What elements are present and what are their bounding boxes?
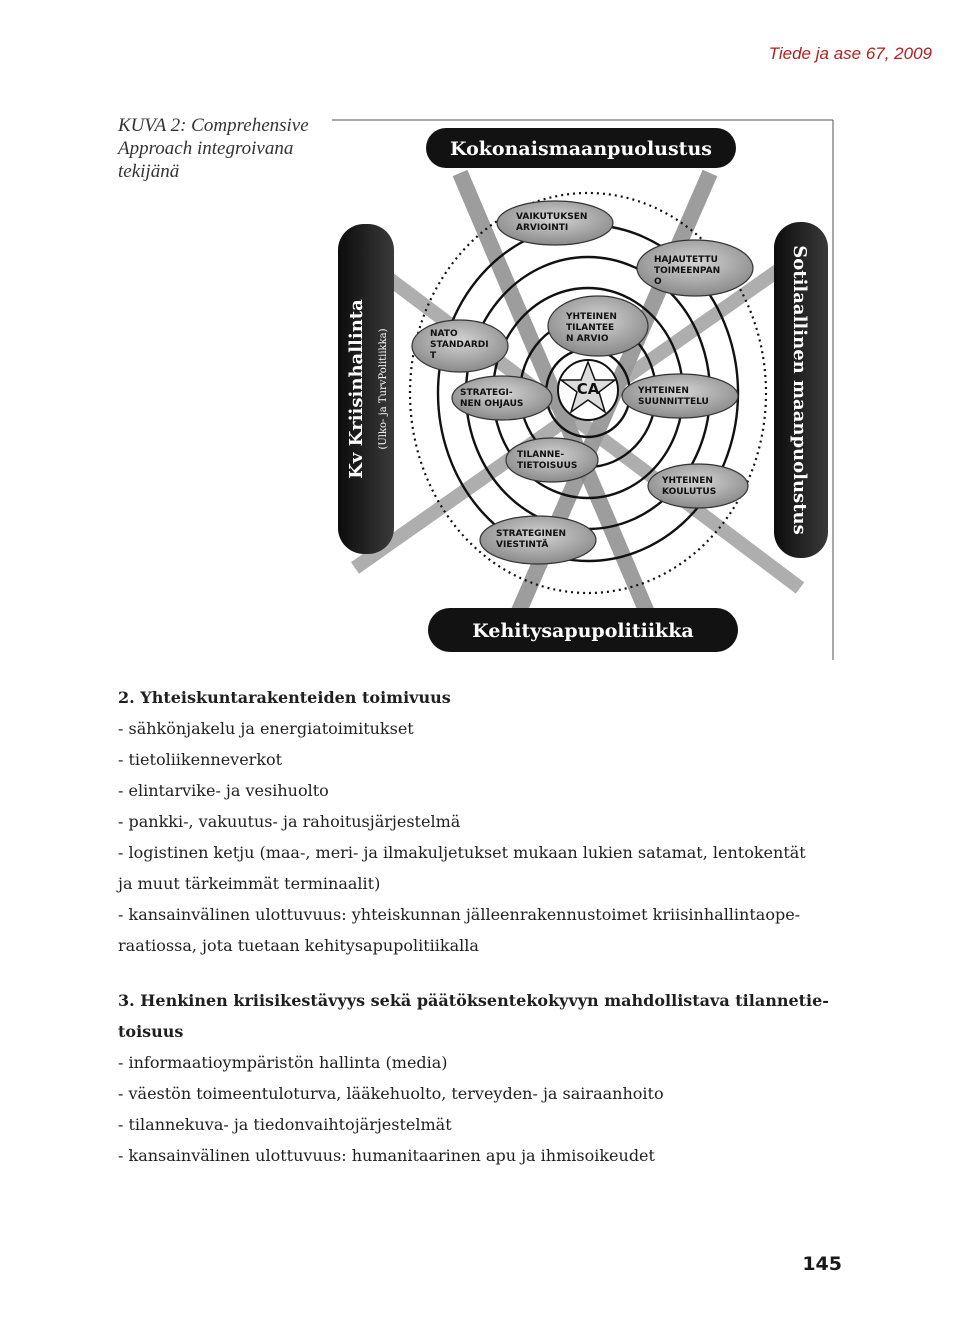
- banner-kv-kriisinhallinta: [338, 224, 394, 554]
- list-item: - tietoliikenneverkot: [118, 750, 283, 769]
- cloud-text: O: [654, 277, 662, 287]
- page-number: 145: [802, 1253, 842, 1275]
- ca-label: CA: [576, 380, 600, 398]
- cloud-text: YHTEINEN: [662, 476, 713, 486]
- list-item: - elintarvike- ja vesihuolto: [118, 781, 329, 800]
- cloud-text: STRATEGINEN: [496, 529, 567, 539]
- cloud-text: VIESTINTÄ: [496, 540, 549, 550]
- cloud-text: TILANNE-: [517, 450, 565, 460]
- cloud-text: TIETOISUUS: [517, 461, 578, 471]
- list-item: raatiossa, jota tuetaan kehitysapupolitiikalla: [118, 936, 479, 955]
- cloud-yhteinen-koulutus: [648, 464, 748, 508]
- section-2-title: 2. Yhteiskuntarakenteiden toimivuus: [118, 688, 451, 707]
- cloud-text: KOULUTUS: [662, 487, 717, 497]
- cloud-text: T: [430, 351, 437, 361]
- cloud-nato-standardit: [412, 320, 508, 372]
- list-item: - pankki-, vakuutus- ja rahoitusjärjestelmä: [118, 812, 461, 831]
- cloud-yhteinen-tilannearvio: [548, 296, 648, 356]
- section-3-title: 3. Henkinen kriisikestävyys sekä päätöksentekokyvyn mahdollistava tilannetie-: [118, 991, 829, 1010]
- cloud-text: NATO: [430, 329, 458, 339]
- cloud-strateginen-viestinta: [480, 516, 596, 564]
- cloud-vaikutuksen-arviointi: [497, 201, 613, 245]
- list-item: - kansainvälinen ulottuvuus: humanitaarinen apu ja ihmisoikeudet: [118, 1146, 655, 1165]
- list-item: - logistinen ketju (maa-, meri- ja ilmakuljetukset mukaan lukien satamat, lentokentät: [118, 843, 806, 862]
- list-item: ja muut tärkeimmät terminaalit): [118, 874, 381, 893]
- banner-kokonaismaanpuolustus: [426, 128, 736, 168]
- list-item: - informaatioympäristön hallinta (media): [118, 1053, 448, 1072]
- cloud-tilannetietoisuus: [506, 438, 598, 482]
- ca-center: [558, 360, 618, 420]
- banner-left-subtext: (Ulko- ja TurvPolitiikka): [378, 328, 389, 450]
- cloud-text: TOIMEENPAN: [654, 266, 721, 276]
- list-item: - kansainvälinen ulottuvuus: yhteiskunnan jälleenrakennustoimet kriisinhallintaope-: [118, 905, 801, 924]
- cloud-text: SUUNNITTELU: [638, 397, 709, 407]
- journal-header: Tiede ja ase 67, 2009: [768, 44, 932, 63]
- cloud-yhteinen-suunnittelu: [622, 374, 738, 418]
- list-item: - väestön toimeentuloturva, lääkehuolto, terveyden- ja sairaanhoito: [118, 1084, 664, 1103]
- cloud-hajautettu-toimeenpano: [637, 240, 753, 296]
- cloud-text: VAIKUTUKSEN: [516, 212, 588, 222]
- cloud-text: NEN OHJAUS: [460, 399, 524, 409]
- banner-bottom-text: Kehitysapupolitiikka: [472, 620, 694, 642]
- cloud-text: YHTEINEN: [638, 386, 689, 396]
- list-item: - tilannekuva- ja tiedonvaihtojärjestelmät: [118, 1115, 452, 1134]
- cloud-text: STANDARDI: [430, 340, 489, 350]
- banner-kehitysapupolitiikka: [428, 608, 738, 652]
- banner-right-text: Sotilaallinen maanpuolustus: [789, 245, 810, 535]
- figure-caption: KUVA 2: Comprehensive Approach integroivana tekijänä: [118, 115, 309, 182]
- body-text: [118, 682, 848, 1171]
- cloud-text: YHTEINEN: [566, 312, 617, 322]
- list-item: - sähkönjakelu ja energiatoimitukset: [118, 719, 414, 738]
- cloud-text: ARVIOINTI: [516, 223, 569, 233]
- banner-left-text: Kv Kriisinhallinta: [346, 299, 367, 479]
- section-3-title-cont: toisuus: [118, 1022, 184, 1041]
- banner-sotilaallinen-maanpuolustus: [774, 222, 828, 558]
- comprehensive-approach-diagram: [330, 118, 835, 662]
- cloud-text: TILANTEE: [566, 323, 615, 333]
- cloud-text: HAJAUTETTU: [654, 255, 718, 265]
- cloud-strateginen-ohjaus: [452, 376, 552, 420]
- cloud-text: STRATEGI-: [460, 388, 513, 398]
- cloud-text: N ARVIO: [566, 334, 609, 344]
- banner-top-text: Kokonaismaanpuolustus: [450, 138, 712, 160]
